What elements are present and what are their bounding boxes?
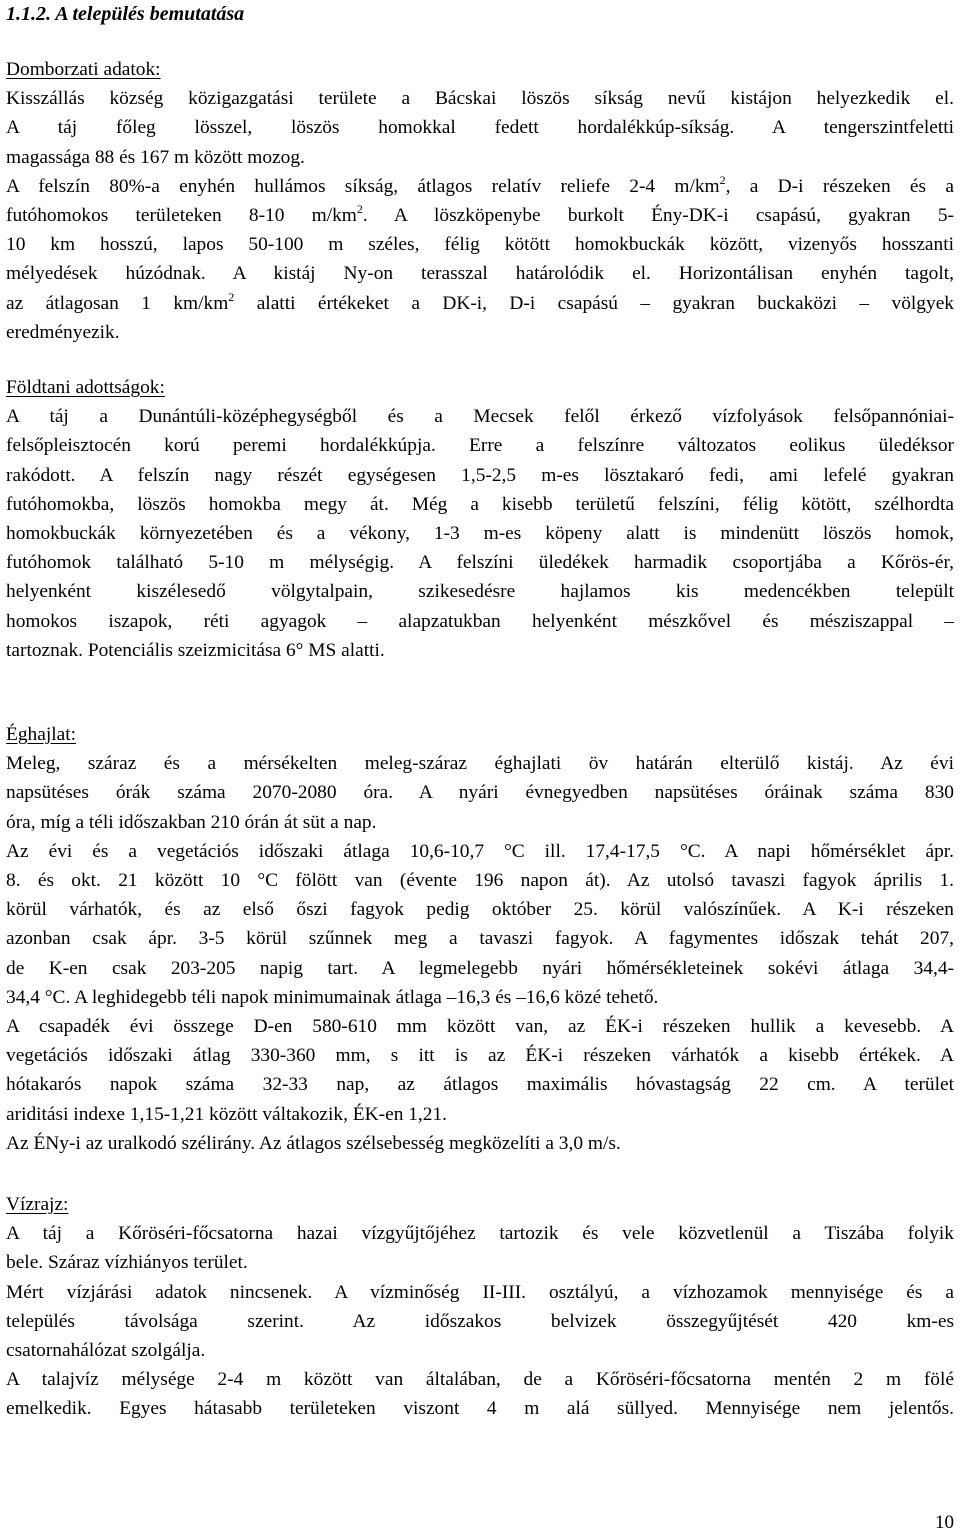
- relief-line-7: mélyedések húzódnak. A kistáj Ny-on terasszal határolódik el. Horizontálisan enyhén tagolt,: [6, 263, 954, 285]
- climate-line-14: Az ÉNy-i az uralkodó szélirány. Az átlagos szélsebesség megközelíti a 3,0 m/s.: [6, 1132, 621, 1154]
- climate-line-13: ariditási indexe 1,15-1,21 között váltakozik, ÉK-en 1,21.: [6, 1103, 448, 1125]
- geology-line-4: futóhomokba, löszös homokba megy át. Még a kisebb területű felszíni, félig kötött, szélhordta: [6, 493, 954, 515]
- geology-line-1: A táj a Dunántúli-középhegységből és a Mecsek felől érkező vízfolyások felsőpannóniai-: [6, 406, 954, 428]
- climate-line-2: napsütéses órák száma 2070-2080 óra. A nyári évnegyedben napsütéses óráinak száma 830: [6, 782, 954, 804]
- climate-line-11: vegetációs időszaki átlag 330-360 mm, s itt is az ÉK-i részeken várhatók a kisebb értékek. A: [6, 1045, 954, 1067]
- superscript: 2: [719, 172, 726, 187]
- climate-line-10: A csapadék évi összege D-en 580-610 mm között van, az ÉK-i részeken hullik a kevesebb. A: [6, 1016, 954, 1038]
- hydrology-line-4: település távolsága szerint. Az időszakos belvizek összegyűjtését 420 km-es: [6, 1310, 954, 1332]
- climate-line-9: 34,4 °C. A leghidegebb téli napok minimumainak átlaga –16,3 és –16,6 közé tehető.: [6, 986, 659, 1008]
- geology-line-2: felsőpleisztocén korú peremi hordalékkúpja. Erre a felszínre változatos eolikus üledéksor: [6, 435, 954, 457]
- climate-line-12: hótakarós napok száma 32-33 nap, az átlagos maximális hóvastagság 22 cm. A terület: [6, 1074, 954, 1096]
- geology-line-3: rakódott. A felszín nagy részét egységesen 1,5-2,5 m-es lösztakaró fedi, ami lefelé gyakran: [6, 464, 954, 486]
- climate-section: [6, 720, 954, 1158]
- geology-line-9: tartoznak. Potenciális szeizmicitása 6° MS alatti.: [6, 639, 385, 661]
- relief-line-3: magassága 88 és 167 m között mozog.: [6, 146, 305, 168]
- relief-line-2: A táj főleg lösszel, löszös homokkal fedett hordalékkúp-síkság. A tengerszintfeletti: [6, 117, 954, 139]
- climate-line-4: Az évi és a vegetációs időszaki átlaga 10,6-10,7 °C ill. 17,4-17,5 °C. A napi hőmérséklet ápr.: [6, 840, 954, 862]
- hydrology-line-1: A táj a Kőröséri-főcsatorna hazai vízgyűjtőjéhez tartozik és vele közvetlenül a Tiszába folyik: [6, 1223, 954, 1245]
- climate-line-8: de K-en csak 203-205 napig tart. A legmelegebb nyári hőmérsékleteinek sokévi átlaga 34,4-: [6, 957, 954, 979]
- section-title: 1.1.2. A település bemutatása: [6, 3, 245, 25]
- hydrology-line-2: bele. Száraz vízhiányos terület.: [6, 1252, 248, 1274]
- hydrology-line-6: A talajvíz mélysége 2-4 m között van általában, de a Kőröséri-főcsatorna mentén 2 m fölé: [6, 1369, 954, 1391]
- climate-line-7: azonban csak ápr. 3-5 körül szűnnek meg a tavaszi fagyok. A fagymentes időszak tehát 207,: [6, 928, 954, 950]
- page-number: 10: [935, 1512, 954, 1533]
- relief-section: [6, 55, 954, 347]
- hydrology-line-3: Mért vízjárási adatok nincsenek. A vízminőség II-III. osztályú, a vízhozamok mennyisége és a: [6, 1281, 954, 1303]
- relief-line-5: futóhomokos területeken 8-10 $m/km^2$. A löszköpenybe burkolt Ény-DK-i csapású, gyakran 5-: [6, 202, 954, 227]
- relief-line-6: 10 km hosszú, lapos 50-100 m széles, félig kötött homokbuckák között, vizenyős hosszanti: [6, 234, 954, 256]
- superscript: 2: [356, 202, 363, 217]
- geology-line-7: helyenként kiszélesedő völgytalpain, szikesedésre hajlamos kis medencékben települt: [6, 581, 954, 603]
- climate-line-1: Meleg, száraz és a mérsékelten meleg-száraz éghajlati öv határán elterülő kistáj. Az évi: [6, 753, 954, 775]
- geology-line-5: homokbuckák környezetében és a vékony, 1-3 m-es köpeny alatt is mindenütt löszös homok,: [6, 523, 954, 545]
- superscript: 2: [228, 289, 235, 304]
- climate-line-5: 8. és okt. 21 között 10 °C fölött van (évente 196 napon át). Az utolsó tavaszi fagyok április 1.: [6, 870, 954, 892]
- geology-section: [6, 373, 954, 665]
- hydrology-line-5: csatornahálózat szolgálja.: [6, 1340, 206, 1362]
- relief-line-4: A felszín 80%-a enyhén hullámos síkság, átlagos relatív reliefe 2-4 $m/km^2$, a D-i részeken és a: [6, 172, 954, 197]
- hydrology-line-7: emelkedik. Egyes hátasabb területeken viszont 4 m alá süllyed. Mennyisége nem jelentős.: [6, 1398, 954, 1420]
- geology-heading: Földtani adottságok:: [6, 377, 165, 398]
- relief-line-1: Kisszállás község közigazgatási területe a Bácskai löszös síkság nevű kistájon helyezkedik el.: [6, 88, 954, 110]
- climate-line-3: óra, míg a téli időszakban 210 órán át süt a nap.: [6, 811, 377, 833]
- relief-line-9: eredményezik.: [6, 321, 120, 343]
- relief-line-8: az átlagosan 1 $km/km^2$ alatti értékeket a DK-i, D-i csapású – gyakran buckaközi – völgyek: [6, 289, 954, 314]
- climate-heading: Éghajlat:: [6, 724, 76, 745]
- relief-heading: Domborzati adatok:: [6, 59, 161, 80]
- geology-line-8: homokos iszapok, réti agyagok – alapzatukban helyenként mészkővel és mésziszappal –: [6, 610, 954, 632]
- hydrology-heading: Vízrajz:: [6, 1194, 69, 1215]
- hydrology-section: [6, 1190, 954, 1424]
- climate-line-6: körül várhatók, és az első őszi fagyok pedig október 25. körül valószínűek. A K-i részeken: [6, 899, 954, 921]
- geology-line-6: futóhomok található 5-10 m mélységig. A felszíni üledékek harmadik csoportjába a Kőrös-ér,: [6, 552, 954, 574]
